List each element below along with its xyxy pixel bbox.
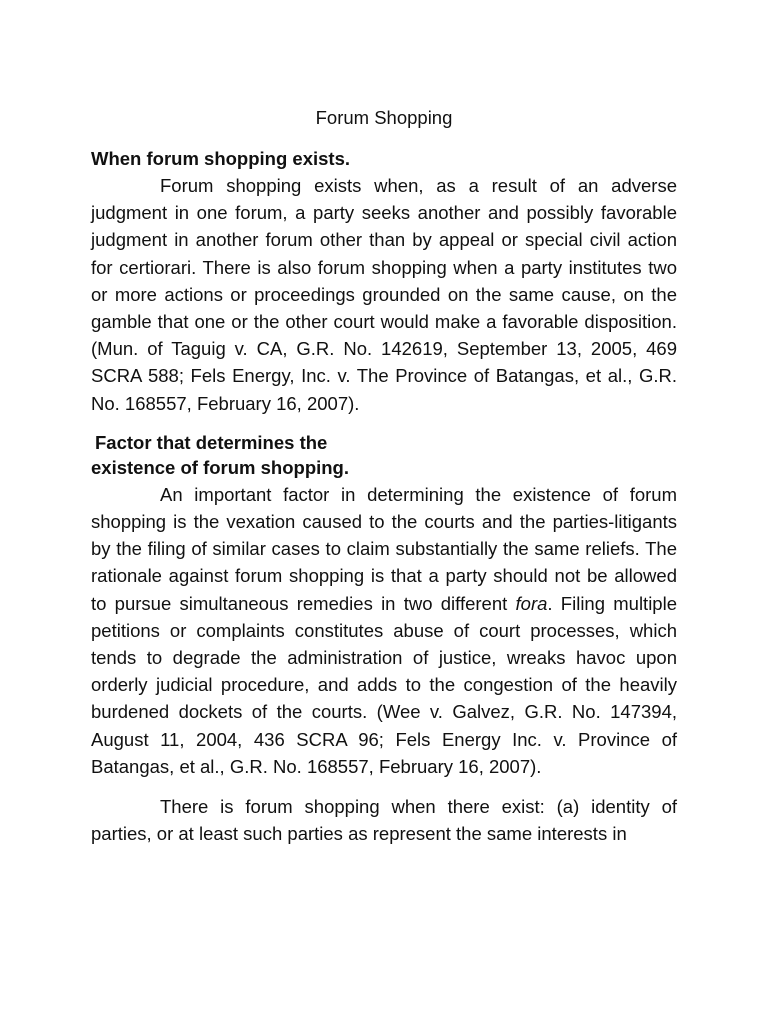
paragraph-factor-italic-fora: fora: [515, 592, 548, 614]
paragraph-factor-text-2: . Filing multiple petitions or complaints constitutes abuse of court processes, which tends to degrade the administration of justice, wreaks havoc upon orderly judicial procedure, and adds to the congestion of the heavily burdened dockets of the courts. (Wee v. Galvez, G.R. No. 147394, August 11, 2004, 436 SCRA 96; Fels Energy Inc. v. Province of Batangas, et al., G.R. No. 168557, February 16, 2007).: [91, 592, 677, 777]
paragraph-requisites: There is forum shopping when there exist: (a) identity of parties, or at least such parties as represent the same interests in: [91, 796, 677, 845]
document-page: [91, 104, 677, 847]
paragraph-factor: [91, 481, 677, 780]
section-heading-when-exists: When forum shopping exists.: [91, 148, 351, 169]
section-heading-factor-line1: Factor that determines the: [95, 431, 328, 453]
document-title: Forum Shopping: [315, 107, 453, 128]
paragraph-when-exists: Forum shopping exists when, as a result of an adverse judgment in one forum, a party seeks another and possibly favorable judgment in another forum other than by appeal or special civil action for certiorari. There is also forum shopping when a party institutes two or more actions or proceedings grounded on the same cause, on the gamble that one or the other court would make a favorable disposition. (Mun. of Taguig v. CA, G.R. No. 142619, September 13, 2005, 469 SCRA 588; Fels Energy, Inc. v. The Province of Batangas, et al., G.R. No. 168557, February 16, 2007).: [91, 175, 677, 414]
paragraph-factor-text-1: An important factor in determining the existence of forum shopping is the vexation caused to the courts and the parties-litigants by the filing of similar cases to claim substantially the same reliefs. The rationale against forum shopping is that a party should not be allowed to pursue simultaneous remedies in two different: [91, 483, 677, 614]
section-heading-factor: [91, 430, 677, 480]
section-heading-factor-line2: existence of forum shopping.: [91, 456, 349, 478]
